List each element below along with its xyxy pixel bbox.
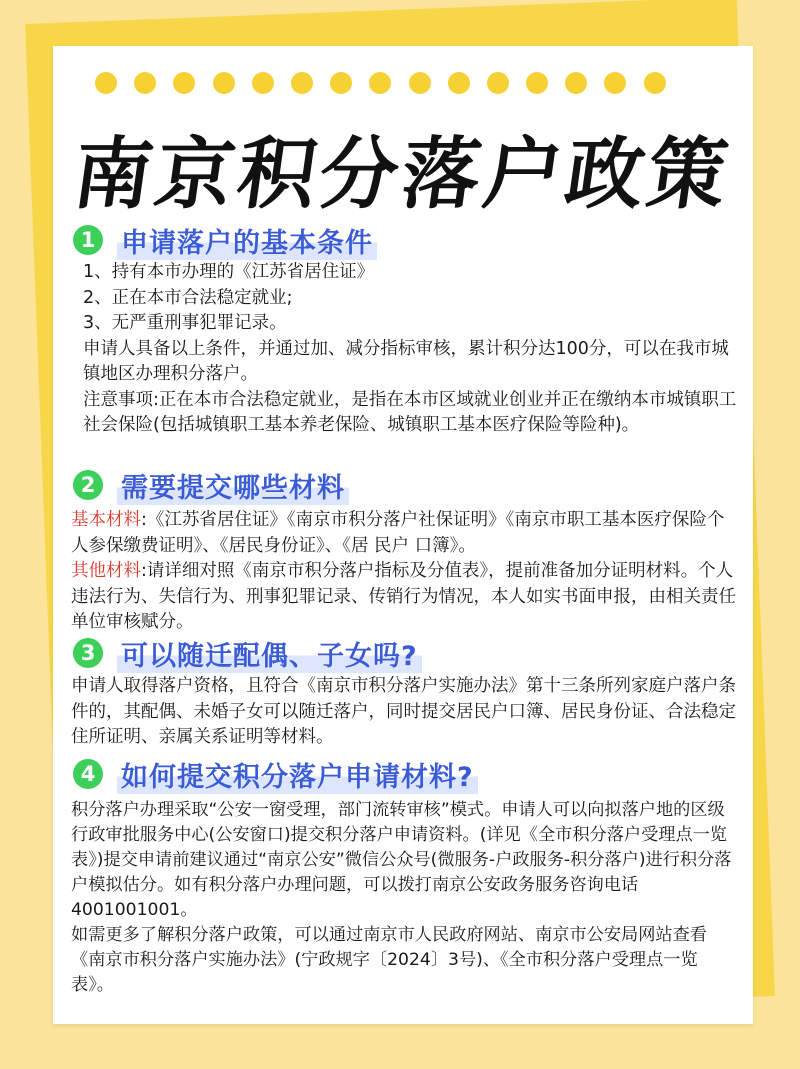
dot-row (95, 72, 666, 94)
other-materials (71, 559, 737, 636)
decor-dot (487, 72, 509, 94)
decor-dot (95, 72, 117, 94)
notice-text: 注意事项:正在本市合法稳定就业，是指在本市区域就业创业并正在缴纳本市城镇职工社会保险(包括城镇职工基本养老保险、城镇职工基本医疗保险等险种)。 (83, 389, 737, 435)
section-title: 申请落户的基本条件 (117, 221, 377, 260)
decor-dot (291, 72, 313, 94)
decor-dot (173, 72, 195, 94)
decor-dot (644, 72, 666, 94)
section-number-badge: 1 (73, 225, 103, 255)
basic-materials (71, 508, 737, 559)
basic-materials-label: 基本材料 (71, 510, 141, 530)
basic-materials-text: :《江苏省居住证》《南京市积分落户社保证明》《南京市职工基本医疗保险个人参保缴费证明》、《居民身份证》、《居 民户 口簿》。 (71, 510, 725, 556)
decor-dot (134, 72, 156, 94)
decor-dot (565, 72, 587, 94)
condition-item: 1、持有本市办理的《江苏省居住证》 (83, 262, 375, 282)
decor-dot (409, 72, 431, 94)
section-2-body (71, 508, 737, 636)
condition-item: 3、无严重刑事犯罪记录。 (83, 313, 287, 333)
family-text: 申请人取得落户资格，且符合《南京市积分落户实施办法》第十三条所列家庭户落户条件的，其配偶、未婚子女可以随迁落户，同时提交居民户口簿、居民身份证、合法稳定住所证明、亲属关系证明等材料。 (71, 676, 736, 747)
section-4-header (73, 756, 478, 792)
decor-dot (213, 72, 235, 94)
condition-item: 2、正在本市合法稳定就业; (83, 287, 293, 308)
decor-dot (604, 72, 626, 94)
section-4-body (71, 798, 737, 998)
page-title: 南京积分落户政策 (67, 130, 737, 220)
condition-summary: 申请人具备以上条件，并通过加、减分指标审核，累计积分达100分，可以在我市城镇地区办理积分落户。 (83, 338, 729, 384)
section-number-badge: 3 (73, 638, 103, 668)
decor-dot (448, 72, 470, 94)
other-materials-label: 其他材料 (71, 561, 141, 581)
section-3-body (71, 674, 737, 751)
poster-card (53, 46, 753, 1024)
procedure-text: 积分落户办理采取“公安一窗受理，部门流转审核”模式。申请人可以向拟落户地的区级行政审批服务中心(公安窗口)提交积分落户申请资料。(详见《全市积分落户受理点一览表》)提交申请前建议通过“南京公安”微信公众号(微服务-户政服务-积分落户)进行积分落户模拟估分。如有积分落户办理问题，可以拨打南京公安政务服务咨询电话4001001001。 (71, 800, 732, 920)
more-info-text: 如需更多了解积分落户政策，可以通过南京市人民政府网站、南京市公安局网站查看《南京市积分落户实施办法》(宁政规字〔2024〕3号)、《全市积分落户受理点一览表》。 (71, 925, 707, 995)
section-number-badge: 2 (73, 470, 103, 500)
section-title: 可以随迁配偶、子女吗? (117, 634, 422, 673)
section-2-header (73, 467, 349, 503)
decor-dot (330, 72, 352, 94)
section-1-body (71, 260, 737, 439)
section-title: 需要提交哪些材料 (117, 466, 349, 505)
decor-dot (369, 72, 391, 94)
decor-dot (252, 72, 274, 94)
section-1-header (73, 222, 377, 258)
section-title: 如何提交积分落户申请材料? (117, 755, 478, 794)
decor-dot (526, 72, 548, 94)
other-materials-text: :请详细对照《南京市积分落户指标及分值表》，提前准备加分证明材料。个人违法行为、失信行为、刑事犯罪记录、传销行为情况，本人如实书面申报，由相关责任单位审核赋分。 (71, 561, 736, 632)
section-number-badge: 4 (73, 759, 103, 789)
section-3-header (73, 635, 422, 671)
